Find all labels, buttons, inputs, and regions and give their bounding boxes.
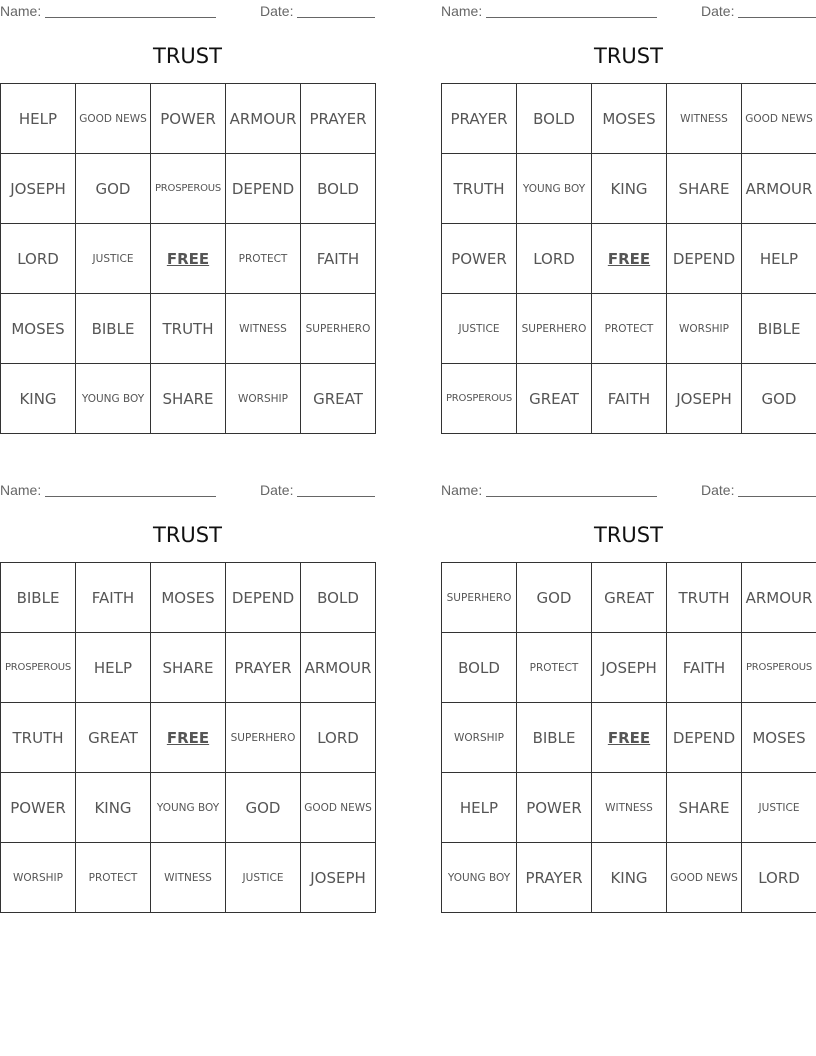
cell-word: FAITH bbox=[91, 588, 135, 607]
cell-word: YOUNG BOY bbox=[522, 182, 586, 195]
bingo-cell[interactable] bbox=[226, 364, 301, 434]
bingo-cell[interactable] bbox=[742, 843, 816, 913]
name-line[interactable] bbox=[45, 17, 216, 18]
bingo-cell[interactable] bbox=[517, 563, 592, 633]
cell-word: KING bbox=[19, 389, 57, 408]
cell-word: FAITH bbox=[682, 658, 726, 677]
bingo-cell[interactable] bbox=[517, 364, 592, 434]
grid-row bbox=[442, 364, 816, 434]
cell-word: PROSPEROUS bbox=[4, 662, 72, 673]
cell-word: SUPERHERO bbox=[305, 322, 371, 335]
bingo-cell[interactable] bbox=[517, 843, 592, 913]
bingo-cell[interactable] bbox=[301, 633, 376, 703]
card-title: TRUST bbox=[153, 44, 222, 68]
cell-word: MOSES bbox=[602, 109, 656, 128]
bingo-grid bbox=[441, 83, 816, 434]
name-line[interactable] bbox=[486, 17, 657, 18]
cell-word: PRAYER bbox=[234, 658, 292, 677]
grid-row bbox=[442, 773, 816, 843]
bingo-cell[interactable] bbox=[76, 294, 151, 364]
cell-word: PROTECT bbox=[88, 871, 138, 884]
bingo-cell[interactable] bbox=[301, 563, 376, 633]
bingo-cell[interactable] bbox=[517, 294, 592, 364]
grid-row bbox=[442, 154, 816, 224]
bingo-cell[interactable] bbox=[667, 843, 742, 913]
bingo-cell[interactable] bbox=[442, 364, 517, 434]
name-date-row bbox=[441, 0, 816, 22]
grid-row bbox=[442, 294, 816, 364]
cell-word: TRUTH bbox=[12, 728, 64, 747]
bingo-cell[interactable] bbox=[742, 364, 816, 434]
bingo-cell[interactable] bbox=[667, 294, 742, 364]
bingo-cell[interactable] bbox=[1, 84, 76, 154]
bingo-cell[interactable] bbox=[151, 703, 226, 773]
cell-word: YOUNG BOY bbox=[447, 871, 511, 884]
bingo-cell[interactable] bbox=[76, 773, 151, 843]
bingo-cell[interactable] bbox=[76, 703, 151, 773]
bingo-cell[interactable] bbox=[151, 364, 226, 434]
bingo-cell[interactable] bbox=[667, 364, 742, 434]
bingo-cell[interactable] bbox=[301, 154, 376, 224]
cell-word: DEPEND bbox=[672, 728, 736, 747]
grid-row bbox=[442, 633, 816, 703]
bingo-cell[interactable] bbox=[442, 703, 517, 773]
cell-word: LORD bbox=[758, 868, 800, 887]
cell-word: SHARE bbox=[678, 798, 730, 817]
cell-word: LORD bbox=[317, 728, 359, 747]
bingo-cell[interactable] bbox=[301, 294, 376, 364]
bingo-cell[interactable] bbox=[301, 703, 376, 773]
card-title: TRUST bbox=[153, 523, 222, 547]
cell-word: WORSHIP bbox=[13, 871, 63, 884]
cell-word: POWER bbox=[526, 798, 582, 817]
cell-word: HELP bbox=[18, 109, 58, 128]
cell-word: PROTECT bbox=[529, 661, 579, 674]
name-label: Name: bbox=[441, 3, 483, 19]
cell-word: BIBLE bbox=[757, 319, 801, 338]
cell-word: KING bbox=[610, 179, 648, 198]
bingo-cell[interactable] bbox=[76, 563, 151, 633]
cell-word: POWER bbox=[10, 798, 66, 817]
cell-word: KING bbox=[610, 868, 648, 887]
cell-word: PROSPEROUS bbox=[745, 662, 813, 673]
date-line[interactable] bbox=[738, 17, 816, 18]
bingo-cell[interactable] bbox=[442, 224, 517, 294]
cell-word: WITNESS bbox=[605, 801, 653, 814]
bingo-cell[interactable] bbox=[742, 154, 816, 224]
bingo-cell[interactable] bbox=[592, 563, 667, 633]
bingo-cell[interactable] bbox=[76, 84, 151, 154]
card-title: TRUST bbox=[594, 523, 663, 547]
bingo-cell[interactable] bbox=[1, 294, 76, 364]
cell-word: LORD bbox=[17, 249, 59, 268]
bingo-cell[interactable] bbox=[226, 224, 301, 294]
grid-row bbox=[442, 84, 816, 154]
bingo-cell[interactable] bbox=[151, 84, 226, 154]
name-date-row bbox=[0, 0, 375, 22]
cell-word: ARMOUR bbox=[745, 179, 813, 198]
bingo-cell[interactable] bbox=[517, 154, 592, 224]
bingo-cell[interactable] bbox=[517, 224, 592, 294]
cell-word: PROSPEROUS bbox=[154, 183, 222, 194]
bingo-cell[interactable] bbox=[517, 84, 592, 154]
bingo-cell[interactable] bbox=[76, 364, 151, 434]
cell-word: JUSTICE bbox=[458, 322, 500, 335]
cell-word: YOUNG BOY bbox=[81, 392, 145, 405]
cell-word: DEPEND bbox=[231, 179, 295, 198]
cell-word: PRAYER bbox=[309, 109, 367, 128]
cell-word: GOOD NEWS bbox=[745, 112, 813, 125]
bingo-cell[interactable] bbox=[301, 843, 376, 913]
cell-word: JUSTICE bbox=[758, 801, 800, 814]
cell-word: TRUTH bbox=[162, 319, 214, 338]
cell-word: SUPERHERO bbox=[446, 591, 512, 604]
grid-row bbox=[1, 294, 376, 364]
bingo-cell[interactable] bbox=[742, 563, 816, 633]
bingo-grid bbox=[441, 562, 816, 913]
cell-word: GOD bbox=[761, 389, 797, 408]
bingo-cell[interactable] bbox=[517, 703, 592, 773]
bingo-cell[interactable] bbox=[592, 633, 667, 703]
date-line[interactable] bbox=[297, 496, 375, 497]
grid-row bbox=[1, 843, 376, 913]
bingo-cell[interactable] bbox=[442, 154, 517, 224]
bingo-cell[interactable] bbox=[151, 773, 226, 843]
name-line[interactable] bbox=[45, 496, 216, 497]
cell-word: WITNESS bbox=[680, 112, 728, 125]
grid-row bbox=[442, 224, 816, 294]
grid-row bbox=[1, 154, 376, 224]
bingo-cell[interactable] bbox=[592, 703, 667, 773]
bingo-cell[interactable] bbox=[226, 294, 301, 364]
bingo-cell[interactable] bbox=[442, 773, 517, 843]
cell-word: MOSES bbox=[752, 728, 806, 747]
name-date-row bbox=[441, 479, 816, 501]
cell-word: JOSEPH bbox=[310, 868, 366, 887]
bingo-cell[interactable] bbox=[592, 364, 667, 434]
cell-word: SHARE bbox=[162, 389, 214, 408]
cell-word: TRUTH bbox=[678, 588, 730, 607]
name-label: Name: bbox=[0, 482, 42, 498]
cell-word: GOOD NEWS bbox=[79, 112, 147, 125]
grid-row bbox=[1, 773, 376, 843]
bingo-cell[interactable] bbox=[226, 563, 301, 633]
cell-word: SUPERHERO bbox=[521, 322, 587, 335]
cell-word: MOSES bbox=[11, 319, 65, 338]
bingo-cell[interactable] bbox=[226, 843, 301, 913]
bingo-cell[interactable] bbox=[226, 84, 301, 154]
grid-row bbox=[1, 703, 376, 773]
cell-word: DEPEND bbox=[672, 249, 736, 268]
cell-word: JOSEPH bbox=[10, 179, 66, 198]
cell-word: TRUTH bbox=[453, 179, 505, 198]
bingo-cell[interactable] bbox=[301, 224, 376, 294]
bingo-cell[interactable] bbox=[667, 154, 742, 224]
bingo-cell[interactable] bbox=[517, 773, 592, 843]
bingo-cell[interactable] bbox=[667, 563, 742, 633]
cell-word: KING bbox=[94, 798, 132, 817]
bingo-cell[interactable] bbox=[1, 224, 76, 294]
bingo-cell[interactable] bbox=[592, 224, 667, 294]
cell-word: DEPEND bbox=[231, 588, 295, 607]
cell-word: GREAT bbox=[529, 389, 579, 408]
bingo-cell[interactable] bbox=[151, 294, 226, 364]
grid-row bbox=[442, 703, 816, 773]
cell-word: GOOD NEWS bbox=[304, 801, 372, 814]
bingo-cell[interactable] bbox=[667, 633, 742, 703]
name-line[interactable] bbox=[486, 496, 657, 497]
cell-word: FAITH bbox=[607, 389, 651, 408]
bingo-cell[interactable] bbox=[442, 633, 517, 703]
cell-word: GOD bbox=[245, 798, 281, 817]
bingo-cell[interactable] bbox=[667, 224, 742, 294]
cell-word: WITNESS bbox=[239, 322, 287, 335]
cell-word: WITNESS bbox=[164, 871, 212, 884]
bingo-cell[interactable] bbox=[226, 703, 301, 773]
name-label: Name: bbox=[441, 482, 483, 498]
bingo-cell[interactable] bbox=[226, 633, 301, 703]
bingo-cell[interactable] bbox=[742, 84, 816, 154]
cell-word: GOD bbox=[536, 588, 572, 607]
grid-row bbox=[1, 364, 376, 434]
cell-word: LORD bbox=[533, 249, 575, 268]
cell-word: BOLD bbox=[533, 109, 575, 128]
bingo-cell[interactable] bbox=[151, 224, 226, 294]
date-label: Date: bbox=[260, 3, 294, 19]
bingo-cell[interactable] bbox=[667, 773, 742, 843]
cell-word: BOLD bbox=[458, 658, 500, 677]
bingo-cell[interactable] bbox=[742, 773, 816, 843]
cell-word: SHARE bbox=[162, 658, 214, 677]
date-line[interactable] bbox=[738, 496, 816, 497]
bingo-cell[interactable] bbox=[442, 294, 517, 364]
cell-word: MOSES bbox=[161, 588, 215, 607]
cell-word: GOD bbox=[95, 179, 131, 198]
bingo-cell[interactable] bbox=[1, 154, 76, 224]
bingo-cell[interactable] bbox=[592, 773, 667, 843]
name-label: Name: bbox=[0, 3, 42, 19]
cell-word: WORSHIP bbox=[238, 392, 288, 405]
bingo-cell[interactable] bbox=[151, 843, 226, 913]
bingo-cell[interactable] bbox=[76, 843, 151, 913]
bingo-cell[interactable] bbox=[151, 154, 226, 224]
card-title: TRUST bbox=[594, 44, 663, 68]
bingo-cell[interactable] bbox=[1, 703, 76, 773]
cell-word: FAITH bbox=[316, 249, 360, 268]
bingo-cell[interactable] bbox=[667, 84, 742, 154]
bingo-cell[interactable] bbox=[301, 364, 376, 434]
cell-word: GREAT bbox=[313, 389, 363, 408]
cell-word: FREE bbox=[607, 250, 651, 268]
bingo-cell[interactable] bbox=[742, 703, 816, 773]
bingo-cell[interactable] bbox=[517, 633, 592, 703]
cell-word: PROSPEROUS bbox=[445, 393, 513, 404]
bingo-cell[interactable] bbox=[151, 563, 226, 633]
bingo-cell[interactable] bbox=[301, 84, 376, 154]
bingo-cell[interactable] bbox=[1, 773, 76, 843]
grid-row bbox=[442, 563, 816, 633]
cell-word: JOSEPH bbox=[676, 389, 732, 408]
cell-word: WORSHIP bbox=[679, 322, 729, 335]
cell-word: ARMOUR bbox=[304, 658, 372, 677]
date-label: Date: bbox=[701, 482, 735, 498]
cell-word: GREAT bbox=[604, 588, 654, 607]
bingo-cell[interactable] bbox=[592, 294, 667, 364]
cell-word: JUSTICE bbox=[242, 871, 284, 884]
bingo-cell[interactable] bbox=[76, 633, 151, 703]
cell-word: HELP bbox=[459, 798, 499, 817]
bingo-cell[interactable] bbox=[442, 563, 517, 633]
bingo-cell[interactable] bbox=[76, 154, 151, 224]
bingo-cell[interactable] bbox=[301, 773, 376, 843]
cell-word: GREAT bbox=[88, 728, 138, 747]
bingo-cell[interactable] bbox=[76, 224, 151, 294]
cell-word: FREE bbox=[166, 250, 210, 268]
cell-word: WORSHIP bbox=[454, 731, 504, 744]
name-date-row bbox=[0, 479, 375, 501]
cell-word: BIBLE bbox=[532, 728, 576, 747]
grid-row bbox=[442, 843, 816, 913]
cell-word: ARMOUR bbox=[229, 109, 297, 128]
bingo-cell[interactable] bbox=[667, 703, 742, 773]
bingo-cell[interactable] bbox=[742, 294, 816, 364]
cell-word: JUSTICE bbox=[92, 252, 134, 265]
cell-word: PRAYER bbox=[525, 868, 583, 887]
grid-row bbox=[1, 633, 376, 703]
cell-word: POWER bbox=[160, 109, 216, 128]
cell-word: POWER bbox=[451, 249, 507, 268]
grid-row bbox=[1, 84, 376, 154]
bingo-cell[interactable] bbox=[1, 633, 76, 703]
bingo-cell[interactable] bbox=[226, 154, 301, 224]
cell-word: GOOD NEWS bbox=[670, 871, 738, 884]
cell-word: PRAYER bbox=[450, 109, 508, 128]
grid-row bbox=[1, 563, 376, 633]
bingo-grid bbox=[0, 562, 376, 913]
bingo-cell[interactable] bbox=[442, 843, 517, 913]
bingo-cell[interactable] bbox=[742, 633, 816, 703]
bingo-cell[interactable] bbox=[592, 84, 667, 154]
cell-word: BIBLE bbox=[91, 319, 135, 338]
cell-word: PROTECT bbox=[238, 252, 288, 265]
cell-word: HELP bbox=[93, 658, 133, 677]
cell-word: PROTECT bbox=[604, 322, 654, 335]
date-label: Date: bbox=[260, 482, 294, 498]
bingo-cell[interactable] bbox=[1, 563, 76, 633]
cell-word: BOLD bbox=[317, 588, 359, 607]
bingo-cell[interactable] bbox=[442, 84, 517, 154]
cell-word: BOLD bbox=[317, 179, 359, 198]
bingo-cell[interactable] bbox=[226, 773, 301, 843]
bingo-cell[interactable] bbox=[592, 154, 667, 224]
date-line[interactable] bbox=[297, 17, 375, 18]
bingo-cell[interactable] bbox=[742, 224, 816, 294]
bingo-cell[interactable] bbox=[592, 843, 667, 913]
cell-word: SUPERHERO bbox=[230, 731, 296, 744]
grid-row bbox=[1, 224, 376, 294]
cell-word: SHARE bbox=[678, 179, 730, 198]
cell-word: HELP bbox=[759, 249, 799, 268]
cell-word: FREE bbox=[607, 729, 651, 747]
bingo-cell[interactable] bbox=[1, 843, 76, 913]
cell-word: ARMOUR bbox=[745, 588, 813, 607]
bingo-cell[interactable] bbox=[1, 364, 76, 434]
bingo-cell[interactable] bbox=[151, 633, 226, 703]
bingo-grid bbox=[0, 83, 376, 434]
cell-word: YOUNG BOY bbox=[156, 801, 220, 814]
cell-word: JOSEPH bbox=[601, 658, 657, 677]
cell-word: BIBLE bbox=[16, 588, 60, 607]
date-label: Date: bbox=[701, 3, 735, 19]
cell-word: FREE bbox=[166, 729, 210, 747]
